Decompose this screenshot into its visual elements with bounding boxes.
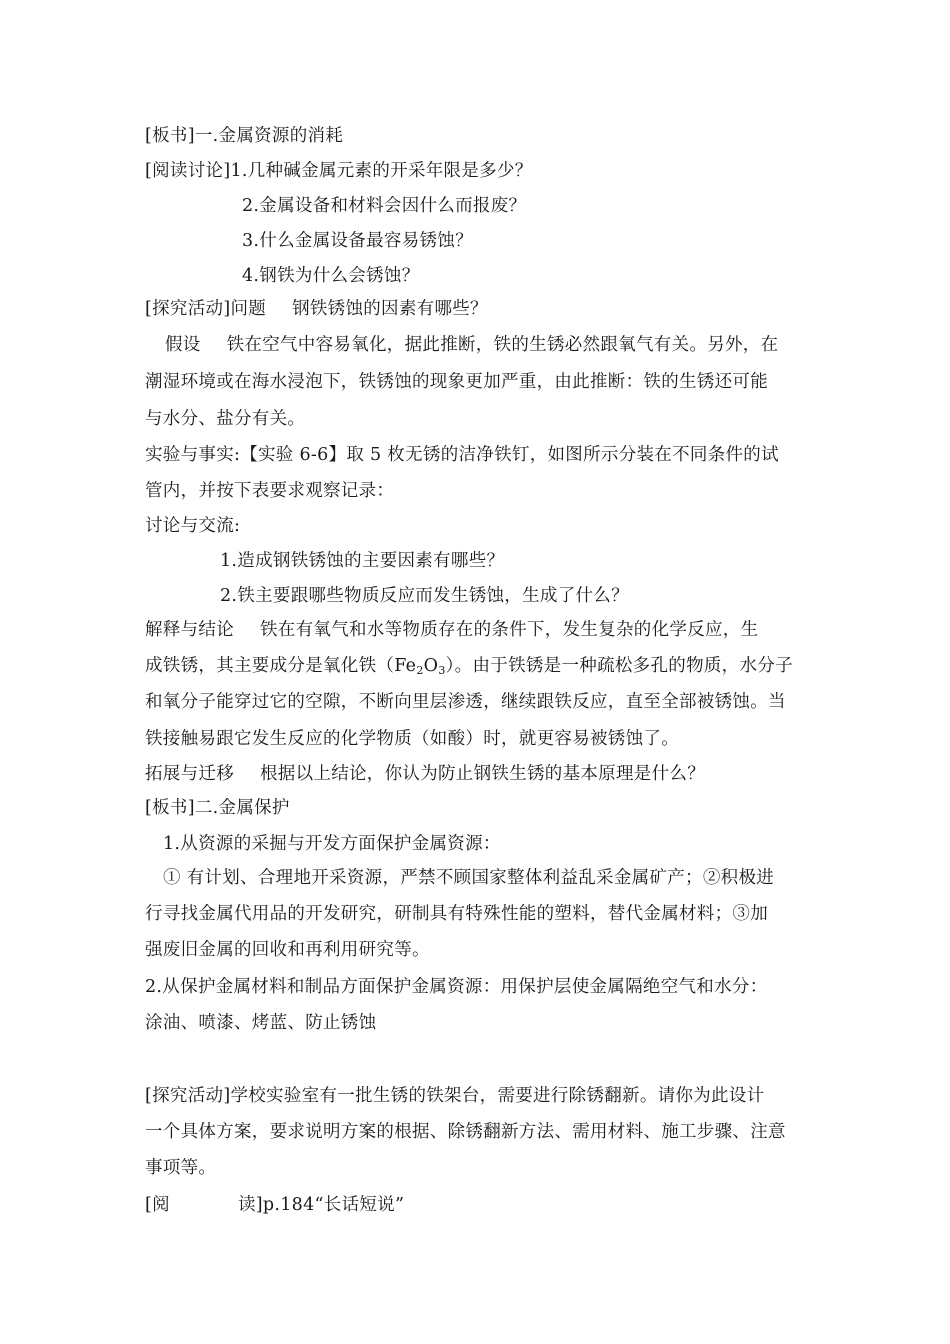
extension-text: 根据以上结论，你认为防止钢铁生锈的基本原理是什么？ [260,764,705,784]
protection-detail-2: 行寻找金属代用品的开发研究，研制具有特殊性能的塑料，替代金属材料；③加 [145,904,768,924]
inquiry-label: [探究活动]问题 [145,299,267,319]
hypothesis-label: 假设 [165,335,201,355]
hypothesis-line-3: 与水分、盐分有关。 [145,409,306,429]
conclusion-text-b: ）。由于铁锈是一种疏松多孔的物质，水分子 [445,656,793,676]
protection-item-1: 1.从资源的采掘与开发方面保护金属资源： [163,834,501,854]
hypothesis-line [165,337,778,355]
discussion-question-2: 2.铁主要跟哪些物质反应而发生锈蚀，生成了什么？ [220,586,629,606]
inquiry-activity-line-3: 事项等。 [145,1158,217,1178]
reading-label-b: 读]p.184“长话短说” [237,1195,405,1215]
hypothesis-line-2: 潮湿环境或在海水浸泡下，铁锈蚀的现象更加严重，由此推断：铁的生锈还可能 [145,372,768,392]
reading-reference [145,1197,404,1215]
inquiry-activity-line-1: [探究活动]学校实验室有一批生锈的铁架台，需要进行除锈翻新。请你为此设计 [145,1086,765,1106]
protection-item-2: 2.从保护金属材料和制品方面保护金属资源：用保护层使金属隔绝空气和水分： [145,977,768,997]
conclusion-text: 铁在有氧气和水等物质存在的条件下，发生复杂的化学反应，生 [260,620,759,640]
formula-o: O [423,656,439,676]
reading-question-2: 2.金属设备和材料会因什么而报废？ [242,196,527,216]
experiment-line-2: 管内，并按下表要求观察记录： [145,481,395,501]
conclusion-line-4: 铁接触易跟它发生反应的化学物质（如酸）时，就更容易被锈蚀了。 [145,729,679,749]
reading-question-4: 4.钢铁为什么会锈蚀？ [242,266,420,286]
board-heading-1: [板书]一.金属资源的消耗 [145,126,344,146]
conclusion-text-a: 成铁锈，其主要成分是氧化铁（Fe [145,656,417,676]
inquiry-question-text: 钢铁锈蚀的因素有哪些？ [292,299,488,319]
protection-detail-1: ① 有计划、合理地开采资源，严禁不顾国家整体利益乱采金属矿产；②积极进 [163,868,775,888]
reading-label-a: [阅 [145,1195,170,1215]
extension-line [145,766,705,784]
conclusion-line-3: 和氧分子能穿过它的空隙，不断向里层渗透，继续跟铁反应，直至全部被锈蚀。当 [145,692,786,712]
reading-question-1: [阅读讨论]1.几种碱金属元素的开采年限是多少？ [145,161,533,181]
experiment-line-1: 实验与事实:【实验 6-6】取 5 枚无锈的洁净铁钉，如图所示分装在不同条件的试 [145,445,779,465]
subscript-3: 3 [438,664,446,677]
board-heading-2: [板书]二.金属保护 [145,798,290,818]
protection-item-2-detail: 涂油、喷漆、烤蓝、防止锈蚀 [145,1013,377,1033]
extension-label: 拓展与迁移 [145,764,234,784]
conclusion-line-2 [145,658,793,676]
inquiry-question [145,301,488,319]
hypothesis-text: 铁在空气中容易氧化，据此推断，铁的生锈必然跟氧气有关。另外，在 [226,335,779,355]
conclusion-line-1 [145,622,758,640]
discussion-question-1: 1.造成钢铁锈蚀的主要因素有哪些？ [220,551,505,571]
discussion-heading: 讨论与交流: [145,516,241,536]
inquiry-activity-line-2: 一个具体方案，要求说明方案的根据、除锈翻新方法、需用材料、施工步骤、注意 [145,1122,786,1142]
conclusion-label: 解释与结论 [145,620,234,640]
reading-question-3: 3.什么金属设备最容易锈蚀？ [242,231,473,251]
subscript-2: 2 [416,664,424,677]
protection-detail-3: 强废旧金属的回收和再利用研究等。 [145,940,430,960]
